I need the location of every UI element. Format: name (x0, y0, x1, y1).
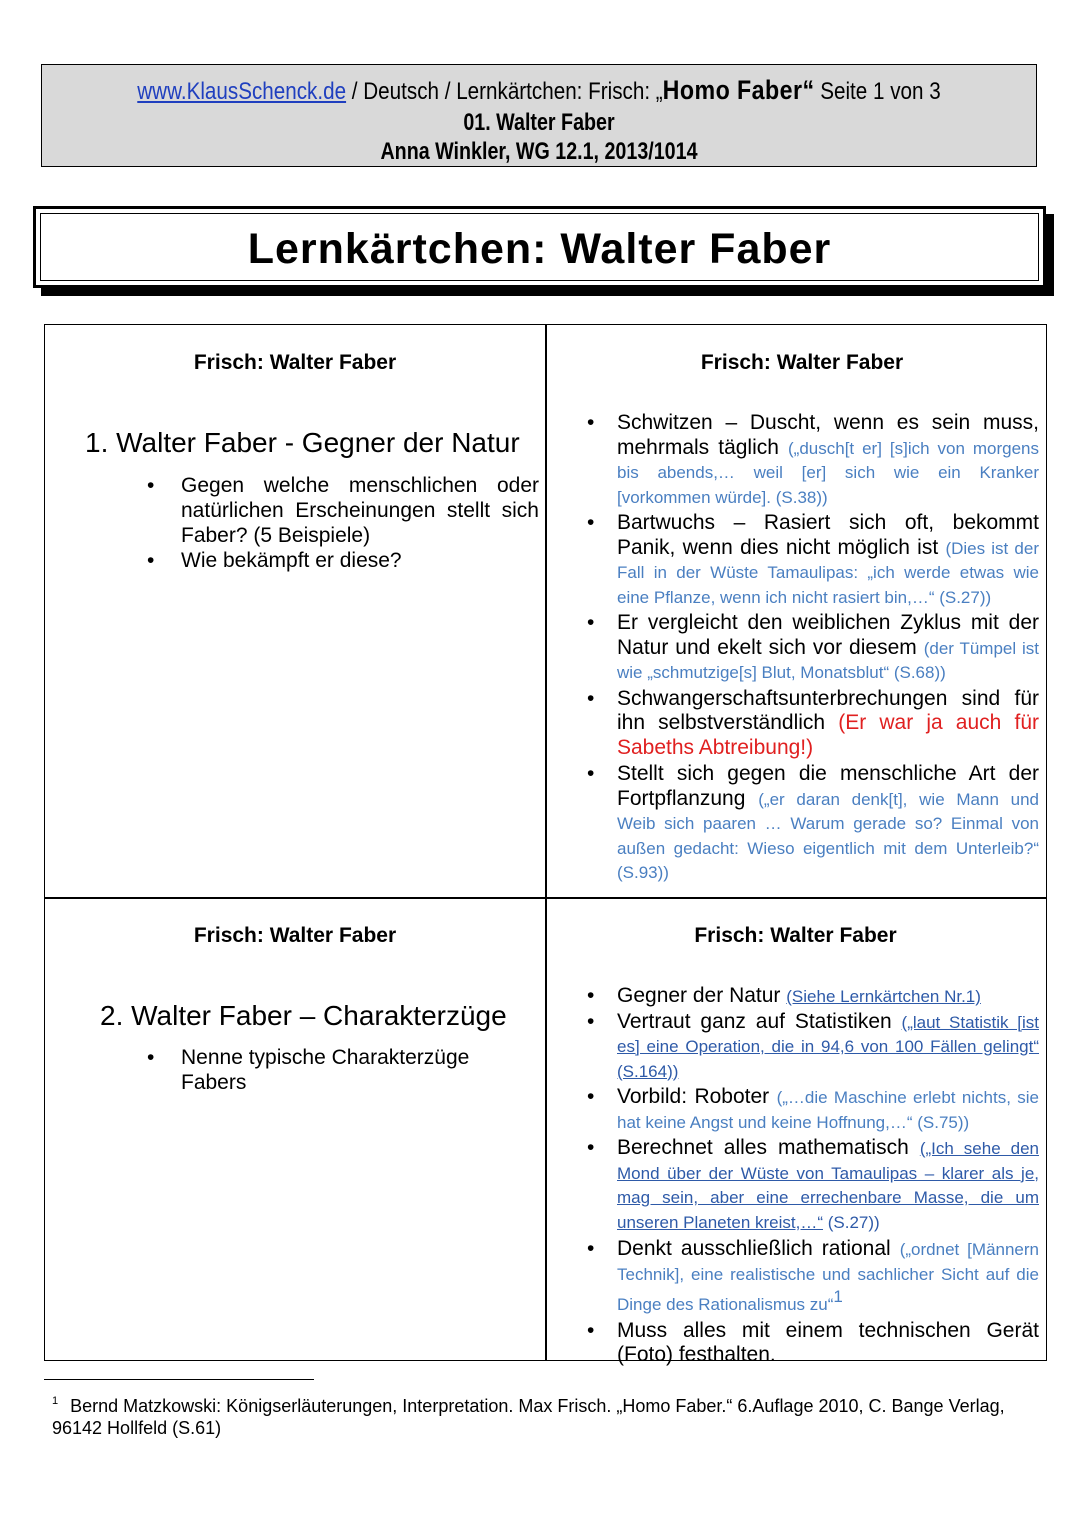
card-1-bullet: • Wie bekämpft er diese? (147, 548, 539, 573)
answer-item (587, 1237, 1039, 1317)
card-1-head: Frisch: Walter Faber (193, 351, 397, 374)
answer-text: Schwangerschaftsunterbrechungen sind für ihn selbstverständlich (617, 686, 1039, 734)
answer-item (587, 687, 1039, 761)
page-title: Lernkärtchen: Walter Faber (247, 225, 832, 273)
answer-quote: („ordnet [Männern Technik], eine realistische und sachlicher Sicht auf die Dinge des Rationalismus zu“ (617, 1240, 1039, 1314)
footnote-separator (44, 1379, 314, 1380)
answer-text: Berechnet alles mathematisch (617, 1136, 920, 1159)
answer-quote: („er daran denk[t], wie Mann und Weib sich paaren … Warum gerade so? Einmal von außen gedacht: Wieso eigentlich mit dem Unterleib?“ (S.93)) (617, 789, 1040, 882)
footnote (52, 1390, 1032, 1439)
card-2-answers (587, 411, 1039, 885)
answer-reference: (S.27)) (823, 1212, 880, 1232)
answer-item (587, 511, 1039, 609)
card-1-bullets (147, 473, 539, 573)
answer-item (587, 984, 1039, 1009)
answer-quote: (der Tümpel ist wie „schmutzige[s] Blut, Monatsblut“ (S.68)) (617, 638, 1040, 682)
answer-text: Er vergleicht den weiblichen Zyklus mit der Natur und ekelt sich vor diesem (617, 611, 1039, 659)
answer-link[interactable]: („laut Statistik [ist es] eine Operation, die in 94,6 von 100 Fällen gelingt“ (S.164)) (617, 1012, 1039, 1081)
answer-quote: (Dies ist der Fall in der Wüste Tamaulipas: „ich werde etwas wie eine Pflanze, wenn ich nicht rasiert bin,…“ (S.27)) (617, 538, 1039, 607)
answer-item (587, 1010, 1039, 1084)
card-3-bullets (147, 1045, 507, 1095)
card-1-question-title: 1. Walter Faber - Gegner der Natur (85, 427, 520, 458)
answer-quote: („dusch[t er] [s]ich von morgens bis abends,… weil [er] sich wie ein Kranker [vorkommen würde]. (S.38)) (617, 438, 1040, 507)
footnote-number: 1 (52, 1395, 59, 1407)
site-link[interactable]: www.KlausSchenck.de (137, 78, 347, 105)
card-1-bullet: • Gegen welche menschlichen oder natürlichen Erscheinungen stellt sich Faber? (5 Beispiele) (147, 473, 539, 548)
answer-item (587, 411, 1039, 509)
answer-text: Denkt ausschließlich rational (617, 1237, 900, 1260)
answer-text: Gegner der Natur (617, 984, 787, 1007)
answer-text: Vorbild: Roboter (617, 1085, 777, 1108)
grid-divider-horizontal (44, 897, 1047, 899)
answer-text: Schwitzen – Duscht, wenn es sein muss, mehrmals täglich (617, 411, 1039, 459)
answer-link[interactable]: („Ich sehe den Mond über der Wüste von Tamaulipas – klarer als je, mag sein, aber eine errechenbare Masse, die um unseren Planeten kreist,…“ (617, 1139, 1039, 1232)
card-2-head: Frisch: Walter Faber (700, 351, 904, 374)
footnote-marker[interactable]: 1 (833, 1287, 843, 1306)
answer-text: Vertraut ganz auf Statistiken (617, 1009, 902, 1033)
card-3-head: Frisch: Walter Faber (193, 924, 397, 947)
card-3-bullet: • Nenne typische Charakterzüge Fabers (147, 1045, 507, 1095)
answer-item (587, 1136, 1039, 1235)
answer-text: Stellt sich gegen die menschliche Art der Fortpflanzung (617, 762, 1039, 810)
book-title: Homo Faber“ (662, 75, 815, 105)
answer-item (587, 1319, 1039, 1368)
card-4-head: Frisch: Walter Faber (694, 924, 897, 947)
answer-link[interactable]: (Siehe Lernkärtchen Nr.1) (786, 987, 981, 1006)
answer-item (587, 762, 1039, 885)
header-subtitle: 01. Walter Faber (463, 109, 615, 136)
answer-text: Bartwuchs – Rasiert sich oft, bekommt Panik, wenn dies nicht möglich ist (617, 511, 1039, 559)
card-4-answers (587, 984, 1039, 1368)
card-3-question-title: 2. Walter Faber – Charakterzüge (100, 1000, 507, 1031)
header-path: / Deutsch / Lernkärtchen: Frisch: „ (346, 78, 663, 105)
document-header (41, 64, 1037, 167)
header-author: Anna Winkler, WG 12.1, 2013/1014 (380, 138, 698, 165)
answer-remark: (Er war ja auch für Sabeths Abtreibung!) (617, 711, 1039, 759)
title-box (33, 206, 1046, 288)
answer-item (587, 1085, 1039, 1134)
answer-text: Muss alles mit einem technischen Gerät (Foto) festhalten. (617, 1318, 1039, 1366)
answer-quote: („…die Maschine erlebt nichts, sie hat keine Angst und keine Hoffnung,…“ (S.75)) (617, 1088, 1039, 1132)
footnote-text: Bernd Matzkowski: Königserläuterungen, Interpretation. Max Frisch. „Homo Faber.“ 6.Auflage 2010, C. Bange Verlag, 96142 Hollfeld (S.61) (52, 1396, 1005, 1438)
answer-item (587, 611, 1039, 685)
header-line (112, 75, 967, 106)
page-indicator: Seite 1 von 3 (814, 78, 941, 105)
grid-divider-vertical (545, 324, 547, 1361)
